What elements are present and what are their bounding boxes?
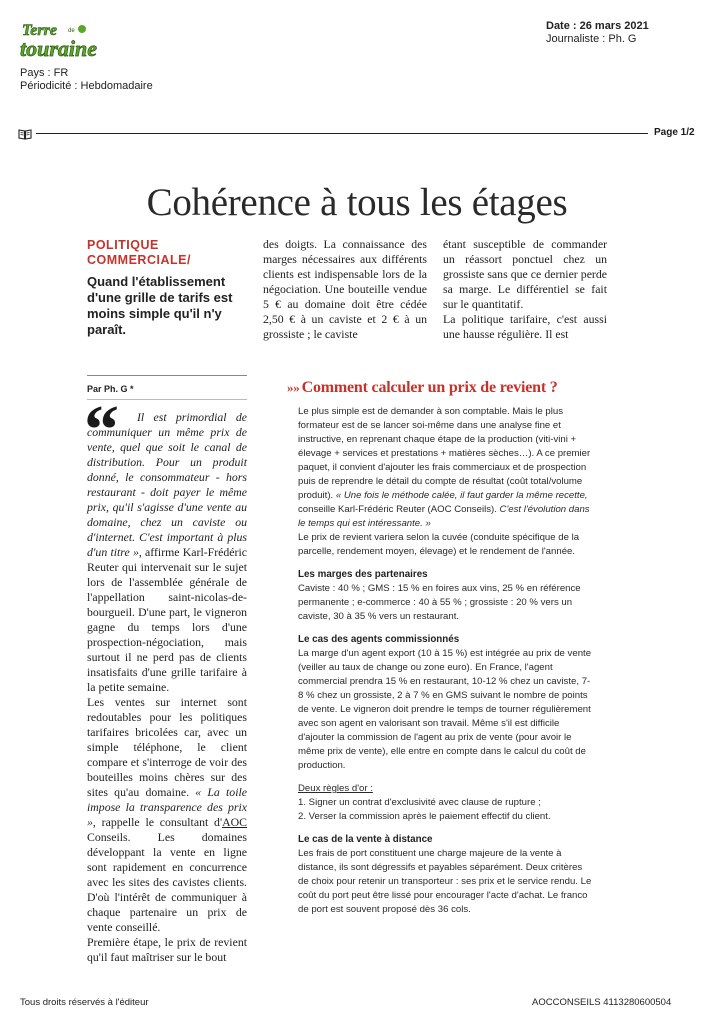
rubric-line-2: COMMERCIALE/ (87, 253, 191, 267)
heading-distance: Le cas de la vente à distance (298, 834, 433, 845)
copyright-notice: Tous droits réservés à l'éditeur (20, 997, 149, 1008)
first-step-paragraph: Première étape, le prix de revient qu'il faut maîtriser sur le bout (87, 935, 247, 964)
article-column-3 (443, 237, 607, 342)
book-icon (18, 127, 32, 139)
box-intro-c: Le prix de revient variera selon la cuvée (conduite spécifique de la parcelle, rendement moyen, élevage) et le rendement de l'année. (298, 532, 580, 557)
agents-text: La marge d'un agent export (10 à 15 %) est intégrée au prix de vente (veiller au taux de change ou zone euro). En France, l'agent commercial prendra 15 % en restaurant, 10-12 % chez un caviste, 7-8 % chez un grossiste, 2 à 7 % en GMS suivant le nombre de points de vente. Le vigneron doit prendre le temps de tourner régulièrement avec son agent en valorisant son travail. Même s'il est difficile d'ajouter la commission de l'agent au prix de vente (pour avoir le même prix de vente), elle entre en compte dans le calcul du coût de production. (298, 648, 592, 771)
document-reference: AOCCONSEILS 4113280600504 (532, 997, 672, 1008)
country: Pays : FR (20, 67, 69, 79)
column-2-text: des doigts. La connaissance des marges nécessaires aux différents clients est indispensable lors de la négociation. Une bouteille vendue 5 € au domaine doit être cédée 2,50 € à un caviste et 2 € à un grossiste ; le caviste (263, 237, 427, 341)
article-column-2 (263, 237, 427, 342)
byline-divider (87, 375, 247, 376)
internet-quote: « La toile impose la transparence des prix » (87, 785, 247, 829)
box-intro-quote-2: C'est l'évolution dans le temps qui est intéressante. » (298, 504, 590, 529)
article-byline: Par Ph. G * (87, 384, 134, 394)
double-chevron-icon: »» (287, 380, 300, 395)
distance-text: Les frais de port constituent une charge majeure de la vente à distance, ils sont dégressifs et payables séparément. Deux critères de choix pour retenir un transporteur : ses prix et le service rendu. Le coût du port peut être lissé pour encourager l'acte d'achat. Le franco de port est souvent proposé dès 36 cols. (298, 848, 592, 915)
box-title-text: Comment calculer un prix de revient ? (301, 379, 558, 396)
opening-attribution: , affirme Karl-Frédéric Reuter qui intervenait sur le sujet lors de l'assemblée générale de l'appellation saint-nicolas-de-bourgueil. D'une part, le vigneron gagne du temps lors d'une prospection-négociation, mais surtout il ne perd pas de clients insatisfaits d'une grille tarifaire à la petite semaine. (87, 545, 247, 694)
publication-date: Date : 26 mars 2021 (546, 20, 649, 32)
golden-rules-title: Deux règles d'or : (298, 783, 373, 794)
column-3-paragraph-1: étant susceptible de commander un réassort ponctuel chez un grossiste sans que ce dernier perde sa marge. Le différentiel se fait sur le quantitatif. (443, 237, 607, 311)
box-intro-b: conseille Karl-Frédéric Reuter (AOC Conseils). (298, 504, 500, 515)
box-title (287, 379, 558, 397)
info-box (298, 405, 592, 917)
logo-word-terre: Terre (22, 22, 57, 39)
golden-rule-1: 1. Signer un contrat d'exclusivité avec clause de rupture ; (298, 797, 541, 808)
page-number: Page 1/2 (654, 127, 695, 138)
opening-quote: Il est primordial de communiquer un même prix de vente, quel que soit le canal de distribution. Pour un produit donné, le consommateur - hors restaurant - doit payer le même prix, qu'il s'agisse d'une vente au domaine, chez un caviste ou d'internet. C'est important à plus d'un titre » (87, 410, 247, 559)
logo-word-touraine: touraine (20, 36, 98, 60)
internet-paragraph-a: Les ventes sur internet sont redoutables pour les politiques tarifaires bricolées car, avec un simple téléphone, le client compare et s'interroge de voir des bouteilles moins chères sur des sites qu'au domaine. (87, 695, 247, 799)
box-intro (298, 405, 592, 531)
rubric-line-1: POLITIQUE (87, 238, 159, 252)
internet-paragraph-c: Conseils. Les domaines développant la vente en ligne sont rapidement en concurrence avec les sites des cavistes clients. D'où l'intérêt de communiquer à chaque partenaire un prix de vente conseillé. (87, 830, 247, 934)
marges-text: Caviste : 40 % ; GMS : 15 % en foires aux vins, 25 % en référence permanente ; e-commerce : 40 à 55 % ; grossiste : 20 % vers un caviste, 30 à 35 % vers un restaurant. (298, 583, 581, 622)
quote-mark-icon: “ (84, 392, 119, 469)
article-lead: Quand l'établissement d'une grille de tarifs est moins simple qu'il n'y paraît. (87, 274, 233, 337)
heading-agents: Le cas des agents commissionnés (298, 634, 460, 645)
internet-paragraph-b: , rappelle le consultant d' (92, 815, 223, 829)
box-intro-a: Le plus simple est de demander à son comptable. Mais le plus formateur est de se lancer soi-même dans une analyse fine et instructive, en reprenant chaque étape de la production (viti-vini + élevage + services et prestations + matières sèches…). A ce premier paquet, il convient d'ajouter les frais commerciaux et de prospection puis de reprendre le détail du compte de résultat (coût total/volume produit). (298, 406, 591, 501)
heading-marges: Les marges des partenaires (298, 569, 428, 580)
periodicity: Périodicité : Hebdomadaire (20, 80, 153, 92)
journalist: Journaliste : Ph. G (546, 33, 637, 45)
source-meta (20, 67, 153, 93)
box-intro-quote: « Une fois le méthode calée, il faut garder la même recette, (335, 490, 588, 501)
publication-logo (18, 20, 118, 60)
publication-meta (546, 20, 649, 46)
article-headline: Cohérence à tous les étages (146, 181, 568, 224)
header-divider (36, 133, 648, 134)
article-column-1 (87, 410, 247, 965)
aoc-mention: AOC (222, 815, 247, 829)
column-3-paragraph-2: La politique tarifaire, c'est aussi une hausse régulière. Il est (443, 312, 607, 341)
article-rubric (87, 238, 237, 268)
logo-leaf-icon (78, 25, 86, 33)
golden-rule-2: 2. Verser la commission après le paiement effectif du client. (298, 811, 551, 822)
logo-word-de: de (68, 28, 75, 34)
